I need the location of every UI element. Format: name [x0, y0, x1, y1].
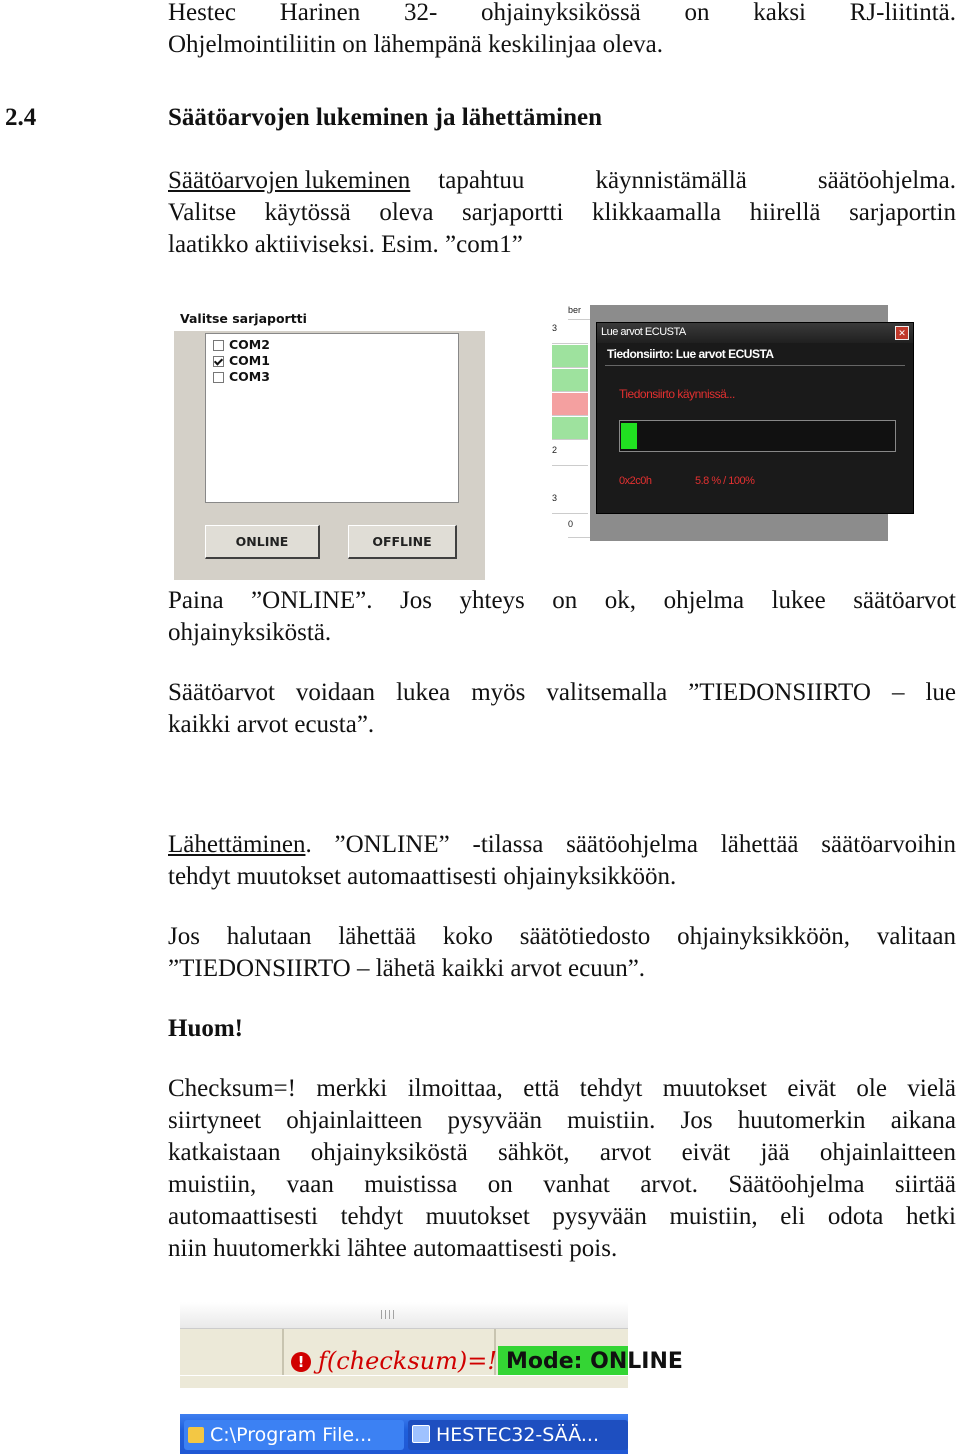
error-icon: !: [291, 1352, 311, 1372]
taskbar: [180, 1414, 628, 1454]
transfer-window: [596, 322, 914, 514]
grid-row-label: 0: [568, 519, 604, 538]
grid-row-label: 3: [552, 493, 588, 514]
transfer-percent: 5.8 % / 100%: [695, 475, 755, 487]
grid-row: [552, 417, 588, 440]
folder-icon: [188, 1427, 204, 1443]
reading-line-1: [168, 165, 956, 197]
com1-checkbox[interactable]: [213, 356, 224, 367]
transfer-titlebar: [597, 323, 913, 343]
grid-row: [552, 369, 588, 392]
port-selector-screenshot: [174, 307, 485, 580]
close-icon[interactable]: ✕: [895, 326, 909, 340]
sending-line-2: tehdyt muutokset automaattisesti ohjainyksikköön.: [168, 863, 677, 890]
transfer-backdrop: [590, 305, 906, 541]
checksum-line-6: niin huutomerkki lähtee automaattisesti pois.: [168, 1235, 618, 1262]
note-title: Huom!: [168, 1015, 243, 1042]
intro-line-1: Hestec Harinen 32- ohjainyksikössä on kaksi RJ-liitintä.: [168, 0, 956, 26]
transfer-progress-bar: [619, 420, 896, 452]
transfer-status: Tiedonsiirto käynnissä...: [619, 387, 735, 401]
statusbar-screenshot: [180, 1302, 683, 1454]
checksum-line-3: katkaistaan ohjainyksiköstä sähköt, arvot eivät jää ohjainlaitteen: [168, 1139, 956, 1166]
section-title: Säätöarvojen lukeminen ja lähettäminen: [168, 104, 603, 131]
transfer-read-line-1: Säätöarvot voidaan lukea myös valitsemalla ”TIEDONSIIRTO – lue: [168, 679, 956, 706]
grid-row: [552, 393, 588, 416]
grid-row: [552, 345, 588, 368]
transfer-divider: [605, 365, 905, 366]
transfer-subtitle: Tiedonsiirto: Lue arvot ECUSTA: [607, 347, 774, 361]
offline-button[interactable]: OFFLINE: [348, 525, 457, 559]
transfer-address: 0x2c0h: [619, 475, 652, 487]
app-icon: [412, 1425, 430, 1443]
com3-checkbox[interactable]: [213, 372, 224, 383]
grid-row-label: 2: [552, 445, 588, 466]
checksum-line-5: automaattisesti tehdyt muutokset pysyvään muistiin, eli odota hetki: [168, 1203, 956, 1230]
port-list: [205, 333, 459, 503]
send-all-line-1: Jos halutaan lähettää koko säätötiedosto ohjainyksikköön, valitaan: [168, 923, 956, 950]
online-button[interactable]: ONLINE: [205, 525, 320, 559]
taskbar-item-explorer[interactable]: [184, 1420, 404, 1450]
taskbar-item-label: C:\Program File...: [210, 1424, 373, 1446]
toolbar-grip: ||||: [380, 1310, 397, 1320]
checksum-indicator: ƒ(checksum)=!: [318, 1347, 497, 1375]
port-selector-header: [174, 307, 485, 331]
sending-line-1-rest: . ”ONLINE” -tilassa säätöohjelma lähettää säätöarvoihin: [305, 831, 956, 858]
reading-line-1-rest: tapahtuu käynnistämällä säätöohjelma.: [438, 167, 956, 194]
grid-row-label: 3: [552, 323, 588, 344]
status-separator: [282, 1329, 284, 1375]
section-number: 2.4: [5, 104, 37, 131]
mode-indicator: Mode: ONLINE: [498, 1346, 628, 1378]
send-all-line-2: ”TIEDONSIIRTO – lähetä kaikki arvot ecuun”.: [168, 955, 646, 982]
online-line-1: Paina ”ONLINE”. Jos yhteys on ok, ohjelma lukee säätöarvot: [168, 587, 956, 614]
reading-lead: Säätöarvojen lukeminen: [168, 167, 411, 194]
com2-label: COM2: [229, 337, 270, 352]
taskbar-item-hestec[interactable]: [408, 1420, 628, 1450]
port-selector-title: Valitse sarjaportti: [180, 311, 307, 326]
background-grid: [552, 305, 591, 541]
com2-checkbox[interactable]: [213, 340, 224, 351]
com1-label: COM1: [229, 353, 270, 368]
transfer-read-line-2: kaikki arvot ecusta”.: [168, 711, 375, 738]
grid-top-label: ber: [568, 305, 604, 320]
com3-label: COM3: [229, 369, 270, 384]
reading-line-3: laatikko aktiiviseksi. Esim. ”com1”: [168, 231, 523, 258]
transfer-title: Lue arvot ECUSTA: [601, 326, 686, 338]
checksum-line-1: Checksum=! merkki ilmoittaa, että tehdyt muutokset eivät ole vielä: [168, 1075, 956, 1102]
reading-line-2: Valitse käytössä oleva sarjaportti klikkaamalla hiirellä sarjaportin: [168, 199, 956, 226]
checksum-line-4: muistiin, vaan muistissa on vanhat arvot. Säätöohjelma siirtää: [168, 1171, 956, 1198]
status-bottom-strip: [180, 1375, 628, 1388]
taskbar-item-label: HESTEC32-SÄÄ...: [436, 1424, 599, 1446]
online-line-2: ohjainyksiköstä.: [168, 619, 332, 646]
sending-line-1: [168, 829, 956, 861]
transfer-screenshot: [552, 305, 906, 541]
checksum-line-2: siirtyneet ohjainlaitteen pysyvään muistiin. Jos huutomerkin aikana: [168, 1107, 956, 1134]
intro-line-2: Ohjelmointiliitin on lähempänä keskilinjaa oleva.: [168, 31, 664, 58]
transfer-progress-fill: [621, 423, 637, 449]
sending-lead: Lähettäminen: [168, 831, 306, 858]
toolbar-strip: [180, 1302, 628, 1329]
